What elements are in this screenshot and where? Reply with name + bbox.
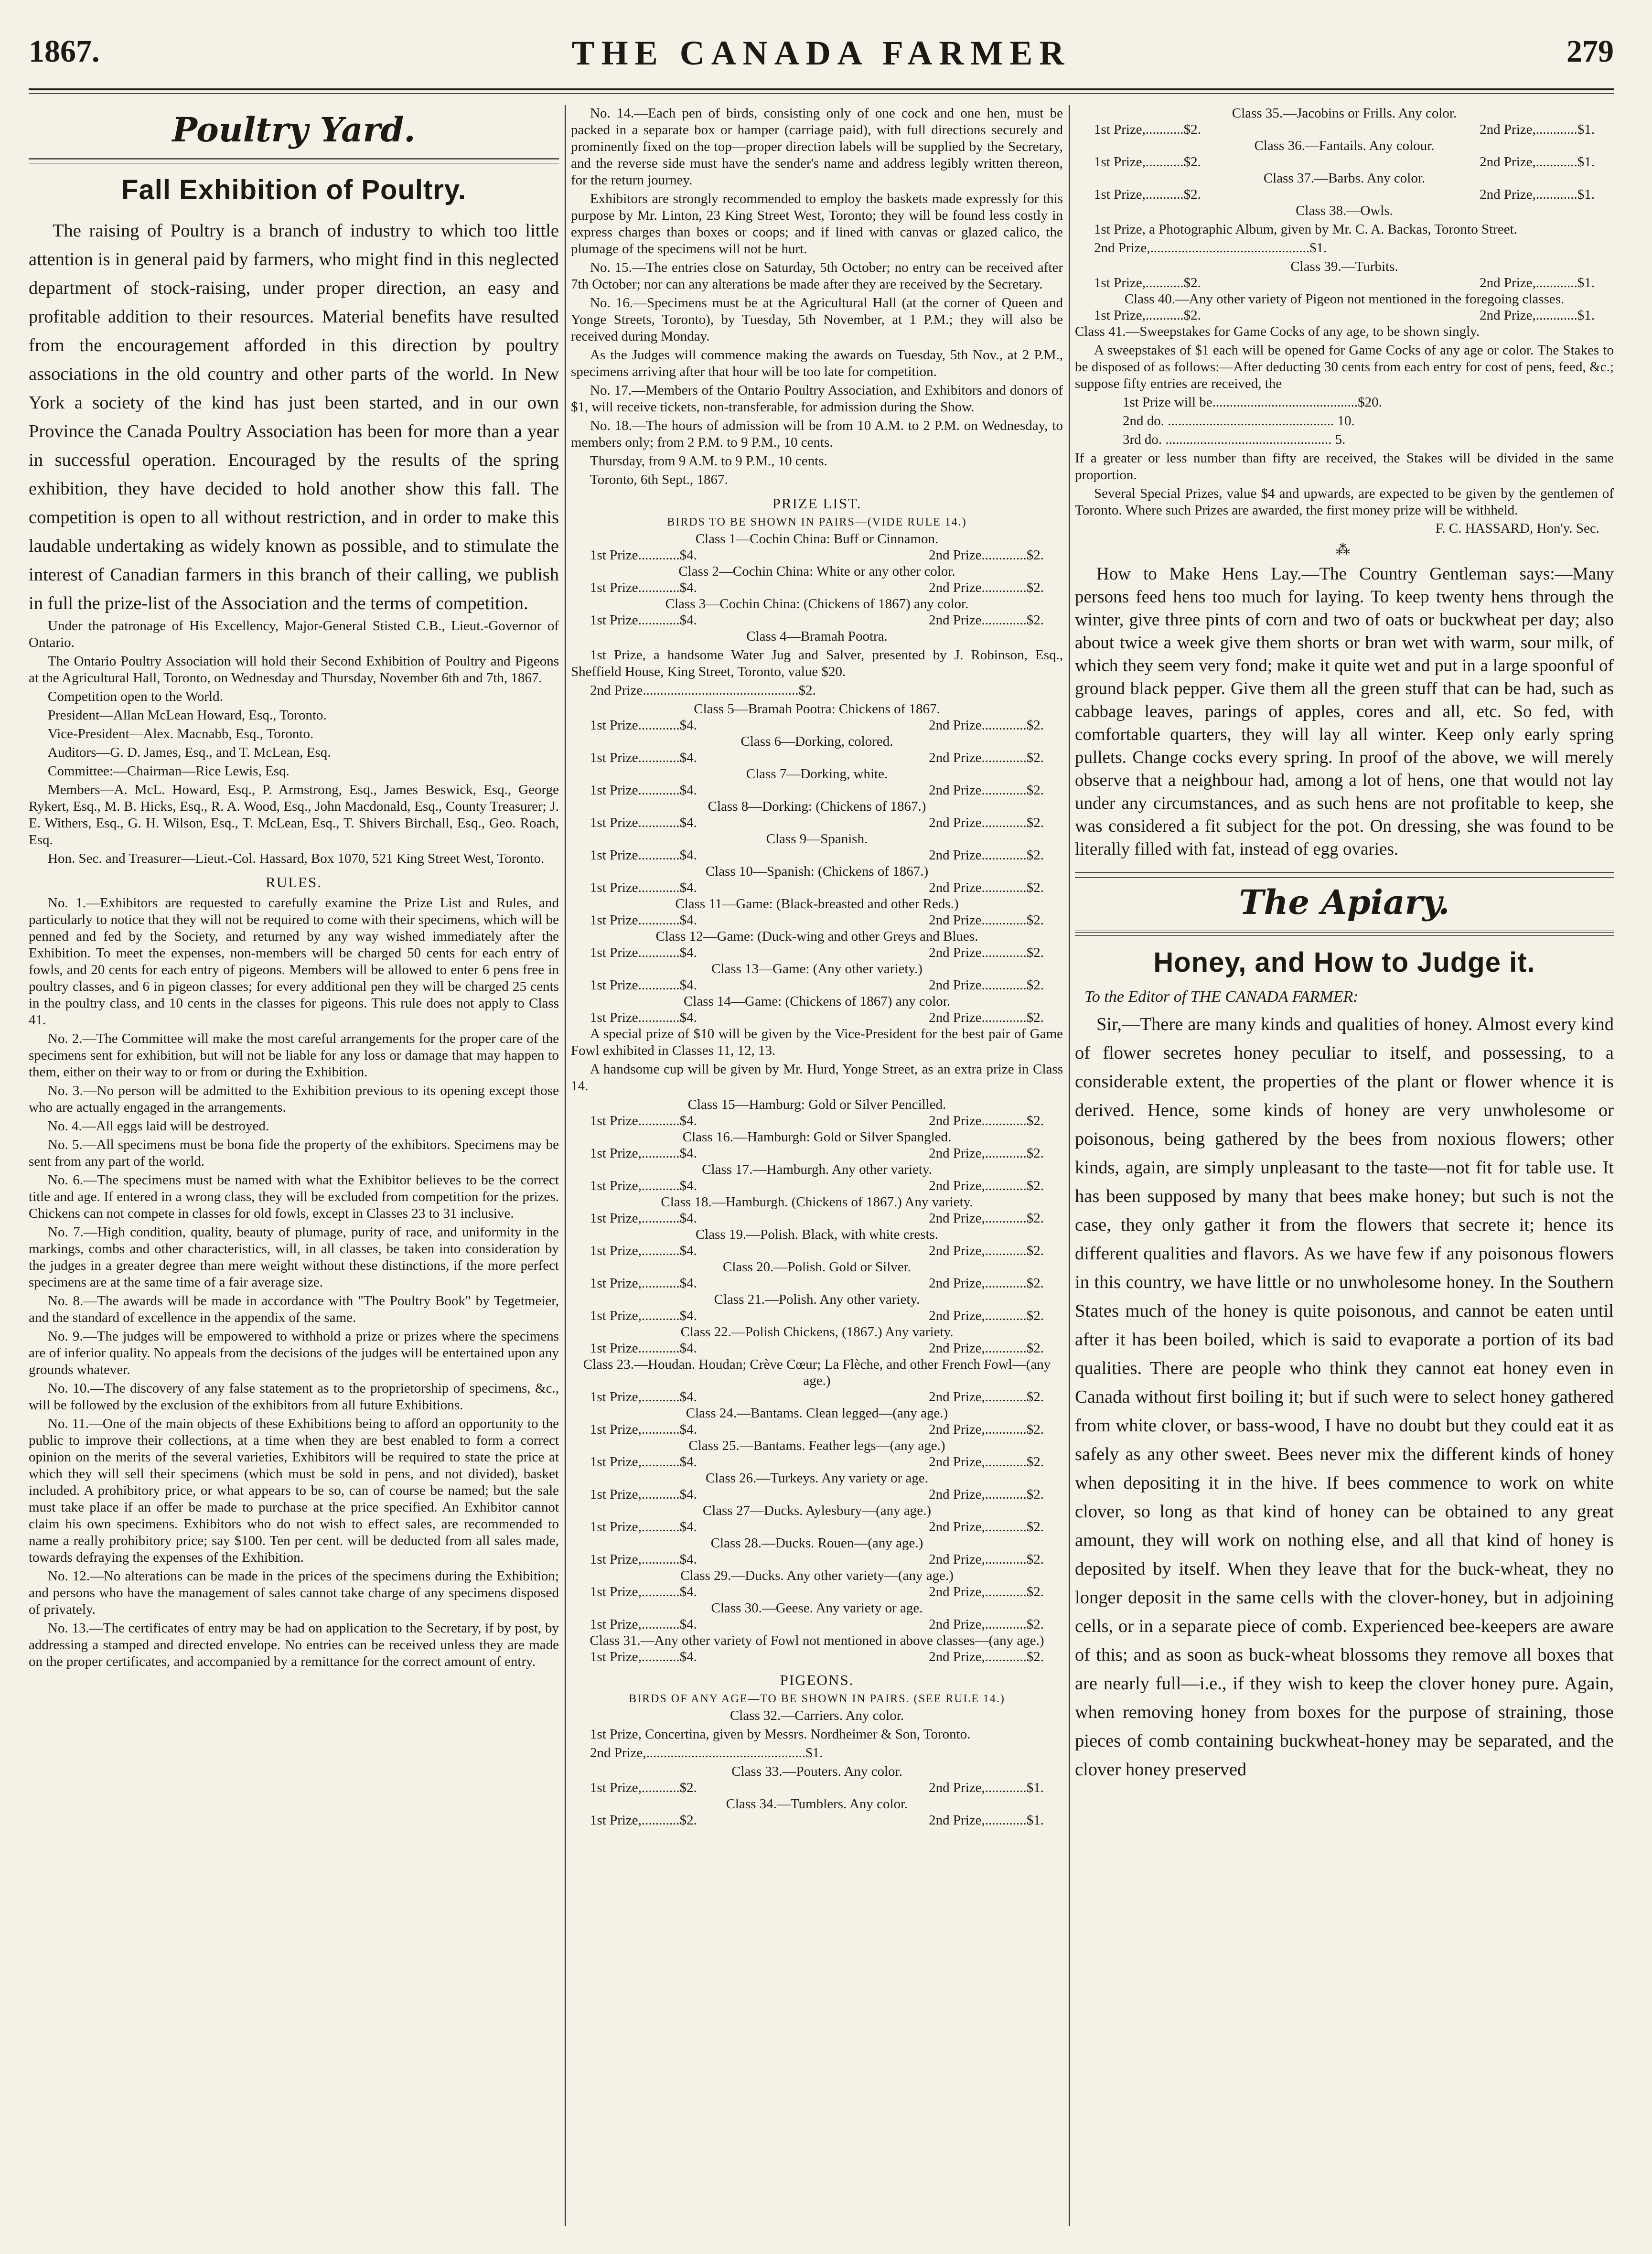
rule-item: No. 9.—The judges will be empowered to withhold a prize or prizes where the specimens are of inferior quality. No appeals from the decisions of the judges will be entertained upon any grounds whatever.	[29, 1329, 559, 1377]
prize-row	[571, 1649, 1063, 1665]
to-editor: To the Editor of THE CANADA FARMER:	[1084, 988, 1359, 1006]
rule-item: No. 4.—All eggs laid will be destroyed.	[48, 1118, 269, 1134]
class-line: 1st Prize, a Photographic Album, given by Mr. C. A. Backas, Toronto Street.	[1094, 222, 1517, 237]
prize-classes	[571, 1096, 1063, 1665]
class-line: Class 4—Bramah Pootra.	[746, 629, 888, 644]
prize-class	[571, 1632, 1063, 1665]
info-line: Committee:—Chairman—Rice Lewis, Esq.	[48, 763, 290, 779]
class-title: Class 12—Game: (Duck-wing and other Greys and Blues.	[655, 929, 978, 944]
prize-class	[1075, 105, 1614, 138]
prize-class	[571, 701, 1063, 733]
class-title: Class 23.—Houdan. Houdan; Crève Cœur; La Flèche, and other French Fowl—(any age.)	[583, 1357, 1051, 1388]
department-heading: Poultry Yard.	[172, 110, 416, 150]
prize-row	[1075, 275, 1614, 291]
class-title: Class 18.—Hamburgh. (Chickens of 1867.) Any variety.	[661, 1194, 973, 1210]
second-prize: 2nd Prize,............$2.	[929, 1243, 1044, 1258]
prize-list-title: PRIZE LIST.	[772, 495, 862, 512]
rule-item: No. 6.—The specimens must be named with what the Exhibitor believes to be the correct title and age. If entered in a wrong class, they will be excluded from competition for the prizes. Chickens can not compete in classes for old fowls, except in Classes 23 to 31 inclusive.	[29, 1172, 559, 1221]
prize-row	[1075, 154, 1614, 170]
second-prize: 2nd Prize,............$2.	[929, 1146, 1044, 1161]
prize-row	[571, 580, 1063, 596]
prize-row	[571, 1308, 1063, 1324]
prize-list-subtitle: BIRDS TO BE SHOWN IN PAIRS—(VIDE RULE 14.)	[667, 516, 967, 528]
second-prize: 2nd Prize,............$2.	[929, 1617, 1044, 1632]
class-title: Class 30.—Geese. Any variety or age.	[711, 1600, 923, 1616]
prize-row	[571, 1275, 1063, 1291]
second-prize: 2nd Prize,............$2.	[929, 1211, 1044, 1226]
first-prize: 1st Prize............$4.	[590, 612, 697, 628]
second-prize: 2nd Prize,............$1.	[1480, 122, 1595, 137]
hens-article: How to Make Hens Lay.—The Country Gentleman says:—Many persons feed hens too much for laying. To keep twenty hens through the winter, give three pints of corn and two of oats or buckwheat per day; also about twice a week give them shorts or bran wet with warm, sour milk, of which they seem very fond; make it quite wet and put in a large spoonful of ground black pepper. Give them all the green stuff that can be had, such as cabbage leaves, parings of apples, cores and all, etc. So fed, with comfortable quarters, they will lay all winter. Keep only early spring pullets. Change cocks every spring. In proof of the above, we will merely observe that a neighbour had, among a lot of hens, one that would not lay under any circumstances, and as such hens are not profitable to keep, she was considered a fit subject for the pot. On dressing, she was found to be literally filled with fat, instead of egg ovaries.	[1075, 564, 1614, 859]
class-title: Class 33.—Pouters. Any color.	[731, 1764, 902, 1779]
class-title: Class 3—Cochin China: (Chickens of 1867) any color.	[665, 596, 969, 612]
first-prize: 1st Prize,...........$2.	[1094, 154, 1201, 170]
class-title: Class 24.—Bantams. Clean legged—(any age.)	[686, 1406, 948, 1421]
department-heading: The Apiary.	[1239, 882, 1450, 922]
class-title: Class 25.—Bantams. Feather legs—(any age.)	[688, 1438, 945, 1453]
class-title: Class 27—Ducks. Aylesbury—(any age.)	[702, 1503, 932, 1518]
second-prize: 2nd Prize.............$2.	[929, 547, 1044, 563]
class-title: Class 1—Cochin China: Buff or Cinnamon.	[695, 531, 939, 547]
second-prize: 2nd Prize.............$2.	[929, 750, 1044, 765]
column-2	[571, 105, 1063, 2226]
first-prize: 1st Prize,...........$4.	[590, 1276, 697, 1291]
prize-classes	[571, 1763, 1063, 1828]
rule-item: No. 15.—The entries close on Saturday, 5th October; no entry can be received after 7th October; nor can any alterations be made after they are received by the Secretary.	[571, 260, 1063, 292]
column-divider	[1069, 105, 1070, 2226]
prize-class	[571, 1161, 1063, 1194]
first-prize: 1st Prize,...........$4.	[590, 1584, 697, 1599]
second-prize: 2nd Prize,............$2.	[929, 1178, 1044, 1193]
class-title: Class 7—Dorking, white.	[746, 766, 888, 782]
special-prize: A handsome cup will be given by Mr. Hurd, Yonge Street, as an extra prize in Class 14.	[571, 1062, 1063, 1094]
prize-class	[1075, 138, 1614, 170]
first-prize: 1st Prize,...........$2.	[1094, 275, 1201, 290]
info-line: Hon. Sec. and Treasurer—Lieut.-Col. Hassard, Box 1070, 521 King Street West, Toronto.	[48, 851, 545, 866]
class-title: Class 15—Hamburg: Gold or Silver Pencilled.	[687, 1097, 946, 1112]
second-prize: 2nd Prize,............$2.	[929, 1487, 1044, 1502]
sweep-prize: 2nd do. ................................................ 10.	[1123, 413, 1355, 429]
info-line: President—Allan McLean Howard, Esq., Toronto.	[48, 708, 327, 723]
prize-class	[571, 733, 1063, 766]
class-title: Class 14—Game: (Chickens of 1867) any color.	[683, 994, 951, 1009]
prize-class	[571, 1763, 1063, 1796]
class-line: Class 32.—Carriers. Any color.	[729, 1708, 904, 1723]
class-title: Class 13—Game: (Any other variety.)	[711, 961, 923, 977]
class-line: Class 38.—Owls.	[1296, 203, 1393, 218]
prize-classes	[571, 701, 1063, 1026]
info-line: Members—A. McL. Howard, Esq., P. Armstrong, Esq., James Beswick, Esq., George Rykert, Esq., M. B. Hicks, Esq., R. A. Wood, Esq., John Macdonald, Esq., County Treasurer; J. E. Withers, Esq., G. H. Wilson, Esq., T. McLean, Esq., T. Shivers Birchall, Esq., Geo. Roach, Esq.	[29, 782, 559, 848]
rule-item: No. 17.—Members of the Ontario Poultry Association, and Exhibitors and donors of $1, will receive tickets, non-transferable, for admission during the Show.	[571, 383, 1063, 415]
first-prize: 1st Prize,...........$4.	[590, 1389, 697, 1405]
first-prize: 1st Prize,...........$4.	[590, 1519, 697, 1535]
sweepstakes-note: If a greater or less number than fifty are received, the Stakes will be divided in the same proportion.	[1075, 451, 1614, 483]
class-title: Class 39.—Turbits.	[1290, 259, 1398, 274]
second-prize: 2nd Prize.............$2.	[929, 880, 1044, 895]
prize-row	[571, 1780, 1063, 1796]
second-prize: 2nd Prize.............$2.	[929, 1010, 1044, 1025]
rule-item: Toronto, 6th Sept., 1867.	[590, 472, 728, 487]
rules-continued	[571, 105, 1063, 488]
prize-class-40	[1075, 291, 1614, 323]
prize-classes	[571, 531, 1063, 628]
prize-class-38	[1075, 203, 1614, 257]
prize-row	[571, 1210, 1063, 1226]
prize-row	[571, 847, 1063, 863]
special-prizes	[571, 1026, 1063, 1095]
second-prize: 2nd Prize,............$2.	[929, 1308, 1044, 1323]
special-prizes-note: Several Special Prizes, value $4 and upwards, are expected to be given by the gentlemen of Toronto. Where such Prizes are awarded, the first money prize will be withheld.	[1075, 486, 1614, 518]
masthead	[29, 33, 1614, 86]
rule-item: As the Judges will commence making the awards on Tuesday, 5th Nov., at 2 P.M., specimens arriving after that hour will be too late for competition.	[571, 347, 1063, 379]
rule-item: No. 18.—The hours of admission will be from 10 A.M. to 2 P.M. on Wednesday, to members only; from 2 P.M. to 9 P.M., 10 cents.	[571, 418, 1063, 450]
first-prize: 1st Prize,...........$2.	[1094, 187, 1201, 202]
second-prize: 2nd Prize.............$2.	[929, 612, 1044, 628]
prize-class	[571, 1194, 1063, 1226]
rule-item: No. 8.—The awards will be made in accordance with "The Poultry Book" by Tegetmeier, and the standard of excellence in the appendix of the same.	[29, 1293, 559, 1325]
prize-class-39	[1075, 258, 1614, 291]
class-line: 1st Prize, a handsome Water Jug and Salver, presented by J. Robinson, Esq., Sheffield House, King Street, Toronto, value $20.	[571, 647, 1063, 679]
issue-year: 1867.	[29, 34, 100, 69]
class-title: Class 6—Dorking, colored.	[740, 734, 893, 749]
second-prize: 2nd Prize.............$2.	[929, 945, 1044, 960]
prize-class	[571, 1600, 1063, 1632]
second-prize: 2nd Prize,............$1.	[929, 1780, 1044, 1795]
prize-class	[571, 1405, 1063, 1438]
class-title: Class 35.—Jacobins or Frills. Any color.	[1232, 106, 1457, 121]
prize-row	[1075, 307, 1614, 323]
sweepstakes-text: A sweepstakes of $1 each will be opened for Game Cocks of any age or color. The Stakes to be disposed of as follows:—After deducting 30 cents from each entry for cost of pens, feed, &c.; suppose fifty entries are received, the	[1075, 343, 1614, 391]
prize-row	[571, 1486, 1063, 1503]
prize-row	[571, 1454, 1063, 1470]
prize-row	[571, 1340, 1063, 1356]
second-prize: 2nd Prize,............$2.	[929, 1389, 1044, 1405]
rule-item: No. 11.—One of the main objects of these Exhibitions being to afford an opportunity to the public to improve their collections, at a time when they are best enabled to form a correct opinion on the merits of the several varieties, Exhibitors will be required to state the price at which they will sell their specimens (which must be sold in pens, and not divided), basket included. A prohibitory price, or what appears to be so, can of course be named; but the sale must take place if an offer be made to purchase at the price specified. An Exhibitor cannot claim his own specimens. Exhibitors who do not wish to effect sales, are recommended to name a really prohibitory price; say $100. Ten per cent. will be deducted from all sales made, towards defraying the expenses of the Exhibition.	[29, 1416, 559, 1565]
prize-row	[571, 880, 1063, 896]
prize-class	[571, 1567, 1063, 1600]
prize-class	[571, 961, 1063, 993]
first-prize: 1st Prize,...........$4.	[590, 1617, 697, 1632]
prize-class	[571, 766, 1063, 798]
prize-row	[571, 815, 1063, 831]
ornament: ⁂	[1336, 542, 1353, 558]
rules-title: RULES.	[266, 874, 322, 891]
class-title: Class 20.—Polish. Gold or Silver.	[723, 1259, 911, 1275]
rule-item: Thursday, from 9 A.M. to 9 P.M., 10 cents.	[590, 453, 827, 469]
prize-class	[571, 1291, 1063, 1324]
association-info	[29, 618, 559, 867]
first-prize: 1st Prize............$4.	[590, 718, 697, 733]
sweepstakes-prizes	[1075, 394, 1614, 448]
prize-class	[1075, 170, 1614, 203]
info-line: Under the patronage of His Excellency, Major-General Stisted C.B., Lieut.-Governor of Ontario.	[29, 618, 559, 650]
info-line: Auditors—G. D. James, Esq., and T. McLean, Esq.	[48, 745, 331, 760]
second-prize: 2nd Prize,............$2.	[929, 1649, 1044, 1664]
divider	[1075, 931, 1614, 936]
masthead-rule-thin	[29, 93, 1614, 94]
prize-row	[571, 1812, 1063, 1828]
divider	[1075, 872, 1614, 878]
second-prize: 2nd Prize.............$2.	[929, 580, 1044, 595]
sweep-prize: 1st Prize will be..........................................$20.	[1123, 395, 1382, 410]
prize-class	[571, 1503, 1063, 1535]
prize-class	[571, 1796, 1063, 1828]
prize-row	[571, 547, 1063, 563]
class-title: Class 16.—Hamburgh: Gold or Silver Spangled.	[682, 1129, 952, 1145]
prize-class	[571, 896, 1063, 928]
class-title: Class 10—Spanish: (Chickens of 1867.)	[705, 864, 929, 879]
second-prize: 2nd Prize,............$1.	[1480, 187, 1595, 202]
class-title: Class 37.—Barbs. Any color.	[1263, 171, 1426, 186]
prize-class	[571, 1129, 1063, 1161]
prize-class-41: Class 41.—Sweepstakes for Game Cocks of any age, to be shown singly.	[1075, 324, 1480, 339]
class-title: Class 34.—Tumblers. Any color.	[726, 1796, 908, 1812]
article-lead	[29, 216, 559, 618]
second-prize: 2nd Prize,............$2.	[929, 1552, 1044, 1567]
prize-row	[571, 1178, 1063, 1194]
prize-class	[571, 928, 1063, 961]
first-prize: 1st Prize............$4.	[590, 815, 697, 830]
second-prize: 2nd Prize.............$2.	[929, 718, 1044, 733]
rules-list	[29, 895, 559, 1670]
first-prize: 1st Prize,...........$2.	[590, 1813, 697, 1828]
sweep-prize: 3rd do. ................................................ 5.	[1123, 432, 1346, 447]
second-prize: 2nd Prize.............$2.	[929, 848, 1044, 863]
prize-row	[571, 1243, 1063, 1259]
prize-row	[571, 750, 1063, 766]
first-prize: 1st Prize............$4.	[590, 783, 697, 798]
prize-classes	[1075, 105, 1614, 203]
prize-row	[571, 1421, 1063, 1438]
class-title: Class 8—Dorking: (Chickens of 1867.)	[708, 799, 926, 814]
masthead-rule	[29, 88, 1614, 90]
second-prize: 2nd Prize.............$2.	[929, 1113, 1044, 1128]
prize-row	[571, 782, 1063, 798]
rule-item: No. 1.—Exhibitors are requested to carefully examine the Prize List and Rules, and particularly to notice that they will not be required to come with their specimens, which will be penned and fed by the Society, and returned by any way wished immediately after the Exhibition. To meet the expenses, non-members will be charged 50 cents for each entry of fowls, and 20 cents for each entry of pigeons. Members will be allowed to enter 6 pens free in poultry classes, and 6 in pigeon classes; for every additional pen they will be charged 25 cents in the poultry class, and 10 cents in the classes for pigeons. This rule does not apply to Class 41.	[29, 895, 559, 1028]
first-prize: 1st Prize,...........$2.	[1094, 122, 1201, 137]
first-prize: 1st Prize............$4.	[590, 1010, 697, 1025]
prize-class	[1075, 291, 1614, 323]
class-title: Class 21.—Polish. Any other variety.	[714, 1292, 920, 1307]
second-prize: 2nd Prize.............$2.	[929, 977, 1044, 993]
prize-class	[571, 1226, 1063, 1259]
prize-row	[571, 1389, 1063, 1405]
class-title: Class 36.—Fantails. Any colour.	[1254, 138, 1435, 153]
rule-item: No. 12.—No alterations can be made in the prices of the specimens during the Exhibition; and persons who have the management of sales cannot take charge of any specimens disposed of privately.	[29, 1568, 559, 1617]
prize-row	[571, 1584, 1063, 1600]
prize-row	[571, 1551, 1063, 1567]
rule-item: No. 5.—All specimens must be bona fide the property of the exhibitors. Specimens may be sent from any part of the world.	[29, 1137, 559, 1169]
class-title: Class 2—Cochin China: White or any other color.	[678, 564, 955, 579]
prize-row	[571, 1009, 1063, 1026]
first-prize: 1st Prize,...........$4.	[590, 1308, 697, 1323]
column-3	[1075, 105, 1614, 2226]
class-title: Class 31.—Any other variety of Fowl not mentioned in above classes—(any age.)	[590, 1633, 1044, 1648]
second-prize: 2nd Prize,............$2.	[929, 1276, 1044, 1291]
rule-item: No. 10.—The discovery of any false statement as to the proprietorship of specimens, &c., will be followed by the exclusion of the exhibitors from all future Exhibitions.	[29, 1381, 559, 1413]
class-title: Class 5—Bramah Pootra: Chickens of 1867.	[694, 701, 940, 717]
prize-class	[571, 1324, 1063, 1356]
prize-class	[571, 1356, 1063, 1405]
prize-row	[571, 1616, 1063, 1632]
prize-class	[571, 993, 1063, 1026]
rule-item: No. 13.—The certificates of entry may be had on application to the Secretary, if by post, by addressing a stamped and directed envelope. No entries can be received unless they are made on the proper certificates, and accompanied by a remittance for the correct amount of entry.	[29, 1621, 559, 1669]
pigeons-title: PIGEONS.	[780, 1672, 854, 1688]
prize-row	[571, 912, 1063, 928]
column-divider	[565, 105, 566, 2226]
rule-item: No. 7.—High condition, quality, beauty of plumage, purity of race, and uniformity in the markings, combs and other characteristics, will, in all classes, be taken into consideration by the judges in a greater degree than mere weight without these distinctions, if the more perfect specimens are at the same time of a fair average size.	[29, 1224, 559, 1290]
prize-class-4	[571, 628, 1063, 699]
prize-class-32	[571, 1707, 1063, 1761]
prize-class	[571, 1096, 1063, 1129]
rule-item: No. 14.—Each pen of birds, consisting only of one cock and one hen, must be packed in a separate box or hamper (carriage paid), with full directions securely and prominently fixed on the top—proper direction labels will be supplied by the Secretary, and the reverse side must have the sender's name and address legibly written thereon, for the return journey.	[571, 106, 1063, 188]
first-prize: 1st Prize............$4.	[590, 1341, 697, 1356]
class-title: Class 26.—Turkeys. Any variety or age.	[705, 1470, 929, 1486]
second-prize: 2nd Prize,............$1.	[1480, 308, 1595, 323]
prize-class	[571, 1438, 1063, 1470]
first-prize: 1st Prize............$4.	[590, 750, 697, 765]
column-1	[29, 105, 559, 2226]
second-prize: 2nd Prize.............$2.	[929, 912, 1044, 928]
class-title: Class 9—Spanish.	[766, 831, 868, 847]
honey-article: Sir,—There are many kinds and qualities of honey. Almost every kind of flower secretes honey peculiar to itself, and possessing, to a considerable extent, the properties of the plant or flower whence it is derived. Hence, some kinds of honey are very unwholesome or poisonous, being gathered by the bees from noxious flowers; other kinds, again, are simply unpleasant to the taste—not fit for table use. It has been supposed by many that bees make honey; but such is not the case, they only gather it from the flowers that secrete it; hence its different qualities and flavors. As we have few if any poisonous flowers in this country, we have little or no unwholesome honey. In the Southern States much of the honey is quite poisonous, and cannot be eaten until after it has been boiled, which is said to evaporate a portion of its bad qualities. There are people who think they cannot eat honey even in Canada without first boiling it; but if such were to select honey gathered from white clover, or bass-wood, I have no doubt but they could eat it as safely as any other sweet. Bees never mix the different kinds of honey when depositing it in the hive. If bees commence to work on white clover, so long as that kind of honey can be obtained to any great amount, they will work on nothing else, and all that kind of honey is deposited by itself. When they leave that for the buck-wheat, they no longer deposit in the same cells with the clover-honey, but in adjoining cells, or in a separate piece of comb. Experienced bee-keepers are aware of this; and as soon as buck-wheat blossoms they remove all boxes that are nearly full—i.e., if they wish to keep the clover honey pure. Again, when removing honey from boxes for the purpose of straining, those pieces of comb containing buckwheat-honey may be separated, and the clover honey preserved	[1075, 1014, 1614, 1780]
second-prize: 2nd Prize,............$2.	[929, 1454, 1044, 1470]
signature: F. C. HASSARD, Hon'y. Sec.	[1435, 521, 1599, 536]
first-prize: 1st Prize............$4.	[590, 880, 697, 895]
class-title: Class 17.—Hamburgh. Any other variety.	[702, 1162, 932, 1177]
first-prize: 1st Prize,...........$4.	[590, 1422, 697, 1437]
class-line: 2nd Prize.............................................$2.	[590, 683, 816, 698]
first-prize: 1st Prize,...........$4.	[590, 1178, 697, 1193]
lead-paragraph: The raising of Poultry is a branch of industry to which too little attention is in general paid by farmers, who might find in this neglected department of stock-raising, under proper direction, an easy and profitable addition to their resources. Material benefits have resulted from the encouragement afforded in this direction by poultry associations in the old country and other parts of the world. In New York a society of the kind has just been started, and in our own Province the Canada Poultry Association has been for more than a year in successful operation. Encouraged by the results of the spring exhibition, they have decided to hold another show this fall. The competition is open to all without restriction, and in order to make this laudable undertaking as widely known as possible, and to stimulate the interest of Canadian farmers in this branch of their calling, we publish in full the prize-list of the Association and the terms of competition.	[29, 221, 559, 613]
info-line: Vice-President—Alex. Macnabb, Esq., Toronto.	[48, 726, 314, 741]
prize-class	[571, 1259, 1063, 1291]
rule-item: Exhibitors are strongly recommended to employ the baskets made expressly for this purpose by Mr. Linton, 23 King Street West, Toronto; they will be found less costly in express charges than boxes or coops; and if lined with canvas or glazed calico, the plumage of the specimens will not be hurt.	[571, 191, 1063, 257]
prize-row	[571, 945, 1063, 961]
first-prize: 1st Prize,...........$4.	[590, 1552, 697, 1567]
class-title: Class 29.—Ducks. Any other variety—(any age.)	[680, 1568, 954, 1583]
prize-class	[571, 563, 1063, 596]
article-heading: Fall Exhibition of Poultry.	[121, 174, 466, 205]
prize-row	[571, 1113, 1063, 1129]
class-line: 1st Prize, Concertina, given by Messrs. Nordheimer & Son, Toronto.	[590, 1727, 971, 1742]
second-prize: 2nd Prize.............$2.	[929, 783, 1044, 798]
first-prize: 1st Prize,...........$4.	[590, 1211, 697, 1226]
rule-item: No. 3.—No person will be admitted to the Exhibition previous to its opening except those who are actually engaged in the arrangements.	[29, 1083, 559, 1115]
prize-row	[571, 717, 1063, 733]
first-prize: 1st Prize,...........$4.	[590, 1454, 697, 1470]
class-line: 2nd Prize,..............................................$1.	[1094, 240, 1327, 256]
info-line: Competition open to the World.	[48, 689, 223, 704]
second-prize: 2nd Prize.............$2.	[929, 815, 1044, 830]
class-title: Class 28.—Ducks. Rouen—(any age.)	[710, 1535, 923, 1551]
first-prize: 1st Prize............$4.	[590, 547, 697, 563]
first-prize: 1st Prize,...........$2.	[590, 1780, 697, 1795]
prize-row	[1075, 186, 1614, 203]
prize-class	[571, 831, 1063, 863]
second-prize: 2nd Prize,............$2.	[929, 1519, 1044, 1535]
first-prize: 1st Prize,...........$4.	[590, 1243, 697, 1258]
prize-row	[571, 977, 1063, 993]
info-line: The Ontario Poultry Association will hold their Second Exhibition of Poultry and Pigeons at the Agricultural Hall, Toronto, on Wednesday and Thursday, November 6th and 7th, 1867.	[29, 654, 559, 686]
special-prize: A special prize of $10 will be given by the Vice-President for the best pair of Game Fowl exhibited in Classes 11, 12, 13.	[571, 1026, 1063, 1058]
prize-class	[571, 596, 1063, 628]
first-prize: 1st Prize,...........$2.	[1094, 308, 1201, 323]
newspaper-title: THE CANADA FARMER	[571, 34, 1071, 72]
pigeons-subtitle: BIRDS OF ANY AGE—TO BE SHOWN IN PAIRS. (SEE RULE 14.)	[629, 1693, 1005, 1705]
prize-row	[571, 612, 1063, 628]
class-line: 2nd Prize,..............................................$1.	[590, 1745, 823, 1760]
second-prize: 2nd Prize,............$2.	[929, 1341, 1044, 1356]
class-title: Class 40.—Any other variety of Pigeon not mentioned in the foregoing classes.	[1124, 291, 1565, 307]
prize-class	[571, 798, 1063, 831]
prize-class	[571, 863, 1063, 896]
divider	[29, 158, 559, 163]
second-prize: 2nd Prize,............$2.	[929, 1584, 1044, 1599]
first-prize: 1st Prize............$4.	[590, 945, 697, 960]
second-prize: 2nd Prize,............$2.	[929, 1422, 1044, 1437]
first-prize: 1st Prize............$4.	[590, 848, 697, 863]
first-prize: 1st Prize,...........$4.	[590, 1487, 697, 1502]
prize-class	[571, 1470, 1063, 1503]
first-prize: 1st Prize............$4.	[590, 977, 697, 993]
class-title: Class 22.—Polish Chickens, (1867.) Any variety.	[680, 1324, 954, 1340]
second-prize: 2nd Prize,............$1.	[1480, 275, 1595, 290]
first-prize: 1st Prize............$4.	[590, 580, 697, 595]
first-prize: 1st Prize............$4.	[590, 1113, 697, 1128]
article-heading: Honey, and How to Judge it.	[1153, 947, 1535, 978]
second-prize: 2nd Prize,............$1.	[1480, 154, 1595, 170]
prize-class	[571, 1535, 1063, 1567]
class-title: Class 19.—Polish. Black, with white crests.	[695, 1227, 939, 1242]
prize-class	[1075, 258, 1614, 291]
first-prize: 1st Prize............$4.	[590, 912, 697, 928]
prize-class	[571, 531, 1063, 563]
first-prize: 1st Prize,...........$4.	[590, 1146, 697, 1161]
rule-item: No. 2.—The Committee will make the most careful arrangements for the proper care of the specimens sent for exhibition, but will not be liable for any loss or damage that may happen to them, either on their way to or from or during the Exhibition.	[29, 1031, 559, 1080]
rule-item: No. 16.—Specimens must be at the Agricultural Hall (at the corner of Queen and Yonge Streets, Toronto), by Tuesday, 5th November, at 1 P.M.; they will also be received during Monday.	[571, 295, 1063, 344]
page-number: 279	[1566, 34, 1614, 69]
second-prize: 2nd Prize,............$1.	[929, 1813, 1044, 1828]
class-title: Class 11—Game: (Black-breasted and other Reds.)	[675, 896, 959, 912]
prize-row	[1075, 121, 1614, 138]
first-prize: 1st Prize,...........$4.	[590, 1649, 697, 1664]
prize-row	[571, 1145, 1063, 1161]
prize-row	[571, 1519, 1063, 1535]
